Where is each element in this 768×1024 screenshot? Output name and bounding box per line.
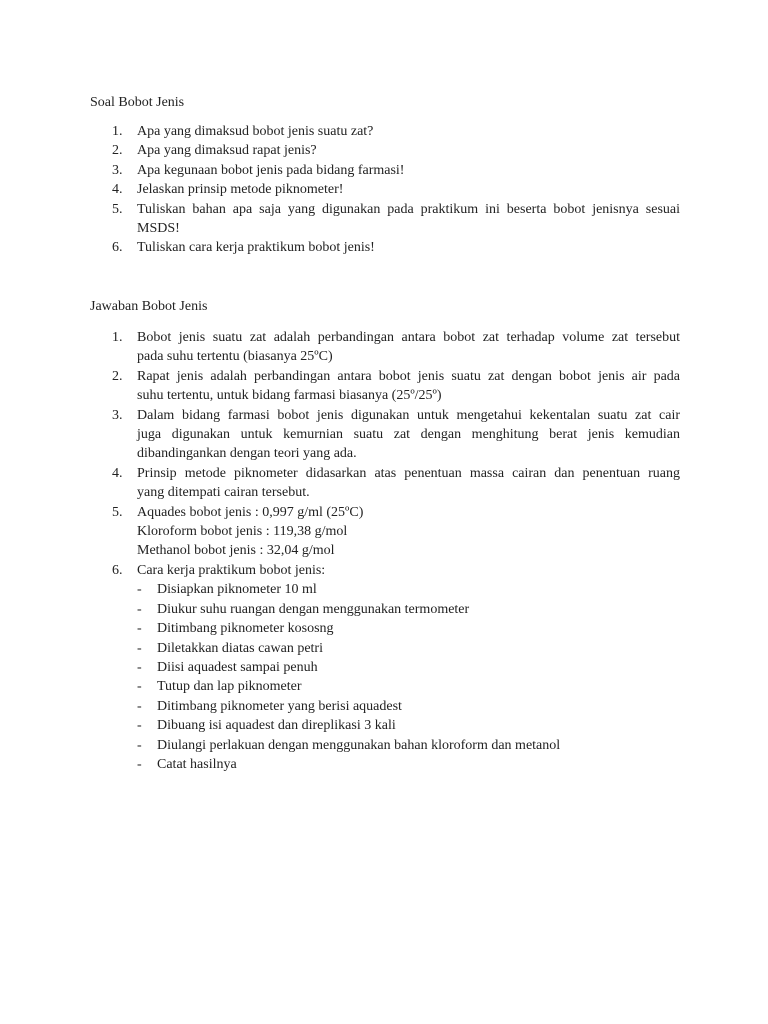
list-text: Bobot jenis suatu zat adalah perbandingan antara bobot zat terhadap volume zat tersebut	[137, 330, 680, 345]
step-text: Diisi aquadest sampai penuh	[157, 659, 318, 675]
dash-bullet: -	[137, 718, 142, 734]
list-number: 2.	[112, 143, 123, 159]
list-number: 4.	[112, 465, 123, 481]
step-item	[137, 716, 680, 735]
dash-bullet: -	[137, 621, 142, 637]
step-item	[137, 639, 680, 658]
step-text: Disiapkan piknometer 10 ml	[157, 582, 317, 598]
list-number: 4.	[112, 182, 123, 198]
dash-bullet: -	[137, 640, 142, 656]
dash-bullet: -	[137, 737, 142, 753]
dash-bullet: -	[137, 698, 142, 714]
soal-heading: Soal Bobot Jenis	[90, 95, 185, 110]
list-text: Jelaskan prinsip metode piknometer!	[137, 182, 344, 198]
dash-bullet: -	[137, 582, 142, 598]
list-item	[90, 180, 680, 199]
list-text: Tuliskan cara kerja praktikum bobot jenis!	[137, 240, 375, 256]
list-number: 1.	[112, 124, 123, 139]
list-text: yang ditempati cairan tersebut.	[137, 485, 310, 501]
step-item	[137, 580, 680, 599]
list-item	[90, 464, 680, 503]
list-item	[90, 200, 680, 239]
step-item	[137, 677, 680, 696]
dash-bullet: -	[137, 756, 142, 772]
list-text: Cara kerja praktikum bobot jenis:	[137, 562, 326, 578]
list-text: Methanol bobot jenis : 32,04 g/mol	[137, 543, 335, 559]
jawaban-heading: Jawaban Bobot Jenis	[90, 299, 208, 314]
list-text: dibandingankan dengan teori yang ada.	[137, 446, 357, 462]
list-text: Prinsip metode piknometer didasarkan atas penentuan massa cairan dan penentuan ruang	[137, 465, 680, 481]
list-number: 3.	[112, 162, 123, 178]
dash-bullet: -	[137, 659, 142, 675]
dash-bullet: -	[137, 601, 142, 617]
list-text: Kloroform bobot jenis : 119,38 g/mol	[137, 524, 348, 540]
list-text: Apa yang dimaksud bobot jenis suatu zat?	[137, 124, 374, 139]
list-text: Tuliskan bahan apa saja yang digunakan pada praktikum ini beserta bobot jenisnya sesuai	[137, 201, 680, 217]
list-text: MSDS!	[137, 221, 180, 237]
step-item	[137, 697, 680, 716]
step-text: Ditimbang piknometer yang berisi aquadest	[157, 698, 402, 714]
list-item	[90, 141, 680, 160]
step-text: Ditimbang piknometer kososng	[157, 621, 334, 637]
list-number: 6.	[112, 562, 123, 578]
list-item	[90, 238, 680, 257]
list-item	[90, 367, 680, 406]
step-text: Diletakkan diatas cawan petri	[157, 640, 323, 656]
step-item	[137, 619, 680, 638]
list-number: 3.	[112, 407, 123, 423]
step-item	[137, 600, 680, 619]
list-number: 1.	[112, 330, 123, 345]
list-item	[90, 161, 680, 180]
list-text: suhu tertentu, untuk bidang farmasi biasanya (25º/25º)	[137, 388, 442, 404]
list-text: Aquades bobot jenis : 0,997 g/ml (25ºC)	[137, 504, 364, 520]
soal-question-list	[90, 122, 680, 258]
step-item	[137, 736, 680, 755]
list-number: 5.	[112, 201, 123, 217]
list-text: juga digunakan untuk kemurnian suatu zat dengan menghitung berat jenis kemudian	[137, 427, 680, 443]
list-item	[90, 328, 680, 367]
list-text: Dalam bidang farmasi bobot jenis digunakan untuk mengetahui kekentalan suatu zat cair	[137, 407, 680, 423]
step-text: Dibuang isi aquadest dan direplikasi 3 kali	[157, 718, 396, 734]
list-item	[90, 503, 680, 561]
list-text: Rapat jenis adalah perbandingan antara bobot jenis suatu zat dengan bobot jenis air pada	[137, 368, 680, 384]
list-number: 6.	[112, 240, 123, 256]
list-number: 2.	[112, 368, 123, 384]
list-text: Apa kegunaan bobot jenis pada bidang farmasi!	[137, 162, 405, 178]
step-text: Tutup dan lap piknometer	[157, 679, 302, 695]
list-text: Apa yang dimaksud rapat jenis?	[137, 143, 317, 159]
procedure-steps-list	[137, 580, 680, 774]
step-item	[137, 658, 680, 677]
step-text: Diulangi perlakuan dengan menggunakan bahan kloroform dan metanol	[157, 737, 561, 753]
list-text: pada suhu tertentu (biasanya 25ºC)	[137, 349, 333, 365]
list-number: 5.	[112, 504, 123, 520]
list-item	[90, 122, 680, 141]
step-item	[137, 755, 680, 774]
list-item	[90, 406, 680, 464]
dash-bullet: -	[137, 679, 142, 695]
jawaban-answer-list	[90, 328, 680, 774]
list-item	[90, 561, 680, 774]
step-text: Diukur suhu ruangan dengan menggunakan termometer	[157, 601, 470, 617]
step-text: Catat hasilnya	[157, 756, 237, 772]
